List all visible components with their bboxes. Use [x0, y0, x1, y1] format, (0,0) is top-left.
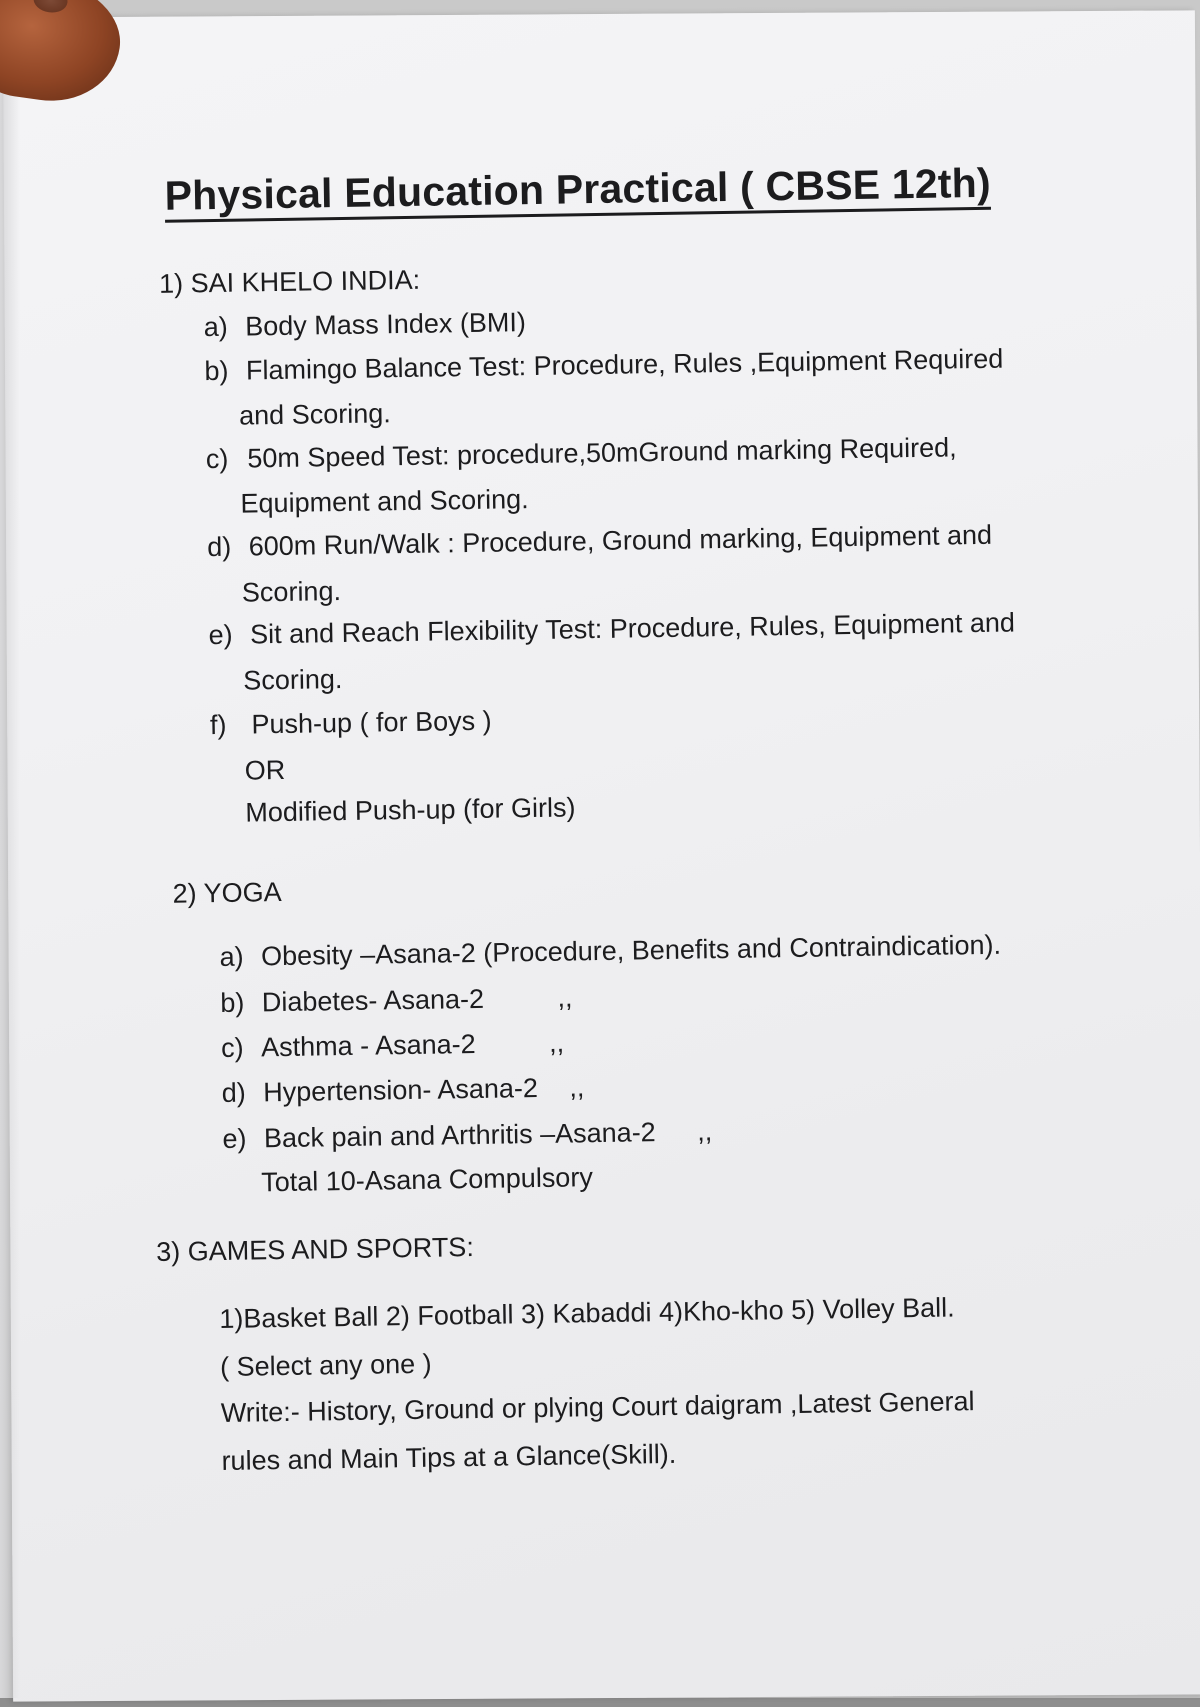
list-item — [222, 1114, 712, 1156]
item-marker: a) — [219, 941, 244, 972]
item-marker: e) — [208, 619, 233, 651]
section-heading-sai-khelo-india: 1) SAI KHELO INDIA: — [158, 264, 421, 299]
ditto-mark: ,, — [696, 1116, 713, 1147]
item-continuation: and Scoring. — [238, 398, 391, 431]
section-heading-yoga: 2) YOGA — [172, 877, 282, 909]
item-marker: c) — [205, 443, 229, 475]
item-continuation: OR — [244, 754, 286, 786]
item-marker: f) — [209, 709, 227, 741]
games-instruction: Write:- History, Ground or plying Court daigram ,Latest General — [220, 1386, 975, 1429]
item-marker: b) — [204, 355, 229, 387]
document-title: Physical Education Practical ( CBSE 12th) — [164, 159, 991, 223]
list-item — [222, 1070, 585, 1110]
item-continuation: Equipment and Scoring. — [240, 484, 529, 519]
yoga-total-note: Total 10-Asana Compulsory — [260, 1162, 594, 1198]
list-item — [219, 928, 1001, 974]
list-item — [203, 305, 526, 344]
ditto-mark: ,, — [557, 982, 573, 1013]
item-text: Back pain and Arthritis –Asana-2 — [263, 1117, 656, 1154]
item-continuation: Scoring. — [243, 664, 343, 696]
list-item — [221, 1026, 565, 1065]
item-text: Body Mass Index (BMI) — [245, 307, 527, 342]
item-marker: c) — [220, 1032, 244, 1063]
item-marker: d) — [206, 531, 232, 563]
item-text: Push-up ( for Boys ) — [251, 705, 492, 740]
item-text: Hypertension- Asana-2 — [263, 1073, 539, 1108]
games-instruction-continuation: rules and Main Tips at a Glance(Skill). — [221, 1438, 677, 1477]
item-text: Diabetes- Asana-2 — [261, 983, 485, 1018]
item-marker: b) — [220, 987, 245, 1018]
item-text: Obesity –Asana-2 (Procedure, Benefits and Contraindication). — [260, 929, 1002, 972]
list-item — [204, 342, 1003, 389]
item-text: Sit and Reach Flexibility Test: Procedure, Rules, Equipment and — [249, 607, 1016, 650]
list-item — [210, 704, 492, 742]
item-continuation: Scoring. — [241, 576, 342, 608]
list-item — [220, 980, 573, 1020]
games-select-note: ( Select any one ) — [219, 1348, 432, 1383]
games-list: 1)Basket Ball 2) Football 3) Kabaddi 4)Kho-kho 5) Volley Ball. — [219, 1292, 955, 1335]
list-item — [208, 605, 1015, 652]
ditto-mark: ,, — [569, 1072, 585, 1103]
item-marker: d) — [221, 1077, 247, 1108]
section-heading-games-and-sports: 3) GAMES AND SPORTS: — [156, 1232, 475, 1268]
item-text: 50m Speed Test: procedure,50mGround marking Required, — [247, 432, 957, 474]
ditto-mark: ,, — [548, 1027, 565, 1058]
item-text: Asthma - Asana-2 — [260, 1028, 476, 1063]
item-text: Flamingo Balance Test: Procedure, Rules ,Equipment Required — [245, 343, 1004, 386]
item-marker: e) — [222, 1123, 247, 1154]
item-marker: a) — [203, 311, 228, 343]
list-item — [206, 430, 957, 476]
item-text: 600m Run/Walk : Procedure, Ground marking, Equipment and — [248, 519, 993, 562]
item-continuation: Modified Push-up (for Girls) — [245, 792, 576, 828]
list-item — [207, 518, 992, 564]
